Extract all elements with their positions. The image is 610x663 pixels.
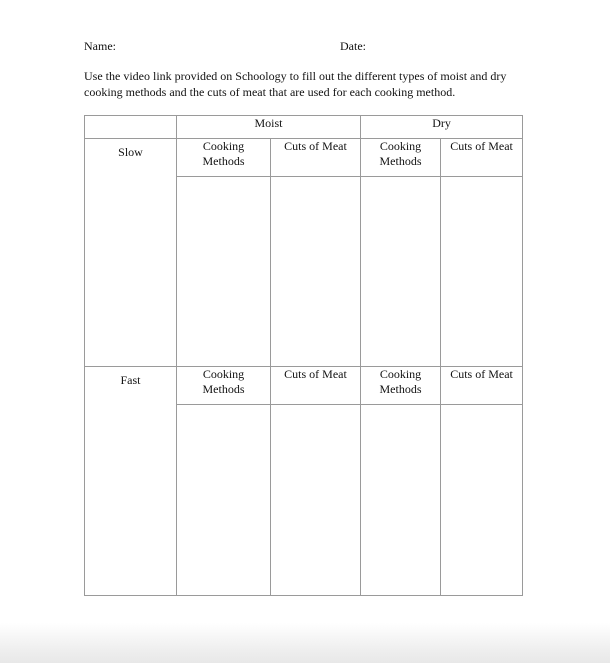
dry-slow-cooking-methods-cell[interactable] bbox=[361, 177, 441, 367]
dry-slow-cooking-methods-header: Cooking Methods bbox=[361, 139, 441, 177]
dry-header: Dry bbox=[361, 116, 523, 139]
slow-row-label: Slow bbox=[85, 139, 177, 367]
dry-fast-cooking-methods-header: Cooking Methods bbox=[361, 367, 441, 405]
dry-slow-cuts-header: Cuts of Meat bbox=[441, 139, 523, 177]
dry-slow-cuts-cell[interactable] bbox=[441, 177, 523, 367]
page-bottom-shadow bbox=[0, 623, 610, 663]
moist-header: Moist bbox=[177, 116, 361, 139]
moist-fast-cuts-cell[interactable] bbox=[271, 405, 361, 596]
moist-fast-cuts-header: Cuts of Meat bbox=[271, 367, 361, 405]
name-label: Name: bbox=[84, 39, 116, 53]
moist-fast-cooking-methods-header: Cooking Methods bbox=[177, 367, 271, 405]
instructions-text: Use the video link provided on Schoology to fill out the different types of moist and dry cooking methods and the cuts of meat that are used for each cooking method. bbox=[84, 69, 507, 99]
moist-slow-cuts-header: Cuts of Meat bbox=[271, 139, 361, 177]
moist-slow-cooking-methods-cell[interactable] bbox=[177, 177, 271, 367]
fast-subheader-row bbox=[85, 367, 523, 405]
dry-fast-cooking-methods-cell[interactable] bbox=[361, 405, 441, 596]
moist-fast-cooking-methods-cell[interactable] bbox=[177, 405, 271, 596]
moist-slow-cuts-cell[interactable] bbox=[271, 177, 361, 367]
fast-row-label: Fast bbox=[85, 367, 177, 596]
group-header-row bbox=[85, 116, 523, 139]
date-label: Date: bbox=[340, 39, 366, 53]
dry-fast-cuts-cell[interactable] bbox=[441, 405, 523, 596]
slow-subheader-row bbox=[85, 139, 523, 177]
corner-cell bbox=[85, 116, 177, 139]
cooking-methods-table bbox=[84, 115, 523, 596]
moist-slow-cooking-methods-header: Cooking Methods bbox=[177, 139, 271, 177]
dry-fast-cuts-header: Cuts of Meat bbox=[441, 367, 523, 405]
